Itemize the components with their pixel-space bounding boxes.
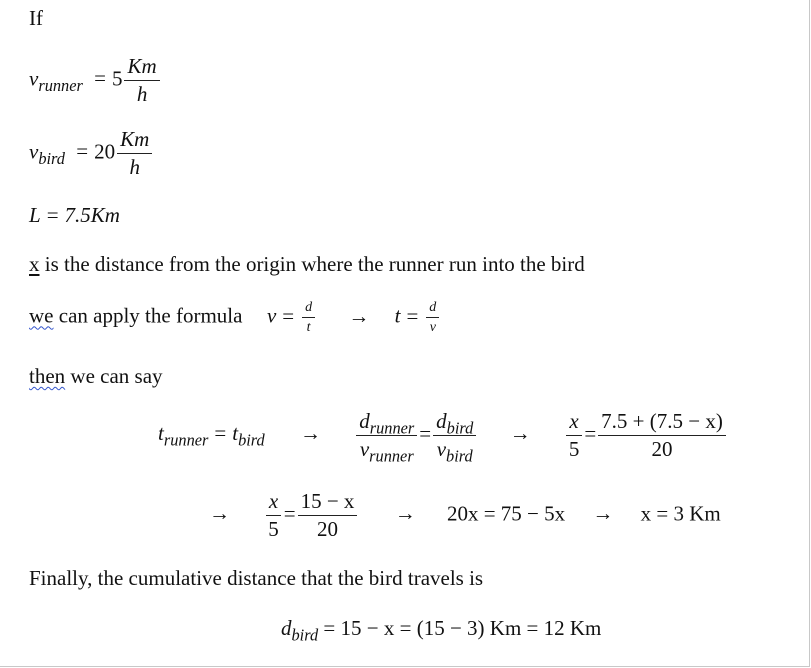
formula-t2: t — [394, 303, 401, 328]
v-runner-value: 5 — [111, 66, 123, 91]
eq1-t-bird: $t_{bird}$ — [232, 421, 265, 451]
v-runner-symbol: v — [29, 66, 39, 91]
formula-v2: v — [429, 320, 436, 336]
eq1-eq-a: = — [214, 421, 227, 446]
x-definition — [29, 254, 585, 275]
v-runner-eq: = — [94, 66, 106, 91]
eq1-arrow-2: → — [509, 421, 531, 446]
length-eq: = — [46, 203, 59, 227]
eq2-result: x = 3 Km — [640, 501, 721, 526]
equation-1 — [158, 409, 728, 466]
eq2-step2: 20x = 75 − 5x — [446, 501, 566, 526]
v-bird-subscript: bird — [38, 149, 65, 169]
eq1-rhs-fraction — [598, 410, 726, 461]
v-runner-subscript: runner — [38, 76, 83, 96]
eq2-rhs-den: 20 — [317, 517, 339, 542]
length-lhs: L — [29, 203, 41, 227]
v-bird-unit-num: Km — [117, 128, 152, 154]
final-equation — [281, 616, 602, 645]
eq1-d-runner: $d_{runner}$ — [356, 410, 417, 436]
eq1-v-bird: $v_{bird}$ — [436, 437, 473, 466]
eq2-5: 5 — [268, 517, 279, 542]
eq2-x: x — [266, 490, 281, 516]
eq1-v-runner: $v_{runner}$ — [359, 437, 414, 466]
formula-arrow: → — [348, 303, 370, 328]
formula-d-over-v — [426, 300, 439, 336]
eq2-arrow-2: → — [592, 501, 614, 526]
eq2-rhs-num: 15 − x — [298, 490, 358, 516]
v-runner-unit-den: h — [136, 82, 148, 107]
eq1-eq-b: = — [419, 421, 432, 446]
x-word: x — [29, 252, 40, 276]
final-sentence: Finally, the cumulative distance that the bird travels is — [29, 566, 484, 590]
then-sentence — [29, 366, 163, 387]
equation-2 — [209, 490, 721, 541]
formula-d2: d — [426, 300, 439, 318]
final-d-bird: $d_{bird}$ — [281, 616, 319, 645]
length-rhs: 7.5Km — [64, 203, 120, 227]
final-rest: = 15 − x = (15 − 3) Km = 12 Km — [323, 616, 602, 640]
eq1-d-over-v-bird — [433, 409, 476, 466]
v-runner-unit-fraction — [124, 55, 159, 106]
then-sentence-text: we can say — [70, 364, 163, 388]
eq2-eq: = — [283, 501, 296, 526]
eq2-rhs-fraction — [298, 490, 358, 541]
v-bird-equation — [29, 128, 154, 179]
eq2-x-over-5 — [265, 490, 282, 541]
formula-t: t — [306, 320, 311, 336]
eq2-arrow-1: → — [394, 501, 416, 526]
v-bird-symbol: v — [29, 139, 39, 164]
eq1-eq-c: = — [584, 421, 597, 446]
v-bird-unit-den: h — [129, 155, 140, 180]
formula-eq: = — [282, 303, 295, 328]
v-bird-eq: = — [76, 139, 89, 164]
formula-eq2: = — [406, 303, 419, 328]
formula-d: d — [302, 300, 315, 318]
eq1-x: x — [566, 410, 581, 436]
x-definition-text: is the distance from the origin where the runner run into the bird — [44, 252, 585, 276]
formula-v: v — [266, 303, 277, 328]
intro-text: If — [29, 6, 43, 30]
eq1-d-bird: $d_{bird}$ — [433, 410, 476, 436]
we-word: we — [29, 303, 54, 328]
eq1-rhs-den: 20 — [651, 437, 673, 462]
v-runner-equation — [29, 55, 162, 106]
length-equation — [29, 205, 120, 226]
then-word: then — [29, 364, 66, 388]
eq2-arrow-0: → — [209, 501, 230, 526]
v-bird-value: 20 — [94, 139, 116, 164]
eq1-x-over-5 — [566, 410, 583, 461]
eq1-rhs-num: 7.5 + (7.5 − x) — [598, 410, 726, 436]
v-bird-unit-fraction — [117, 128, 152, 179]
eq1-t-runner: $t_{runner}$ — [158, 421, 209, 451]
eq1-d-over-v-runner — [356, 409, 417, 466]
eq1-arrow-1: → — [300, 421, 321, 446]
formula-sentence-text: can apply the formula — [58, 303, 243, 328]
eq1-5: 5 — [568, 437, 580, 462]
formula-sentence — [29, 300, 441, 336]
formula-d-over-t — [302, 300, 315, 336]
v-runner-unit-num: Km — [124, 55, 159, 81]
